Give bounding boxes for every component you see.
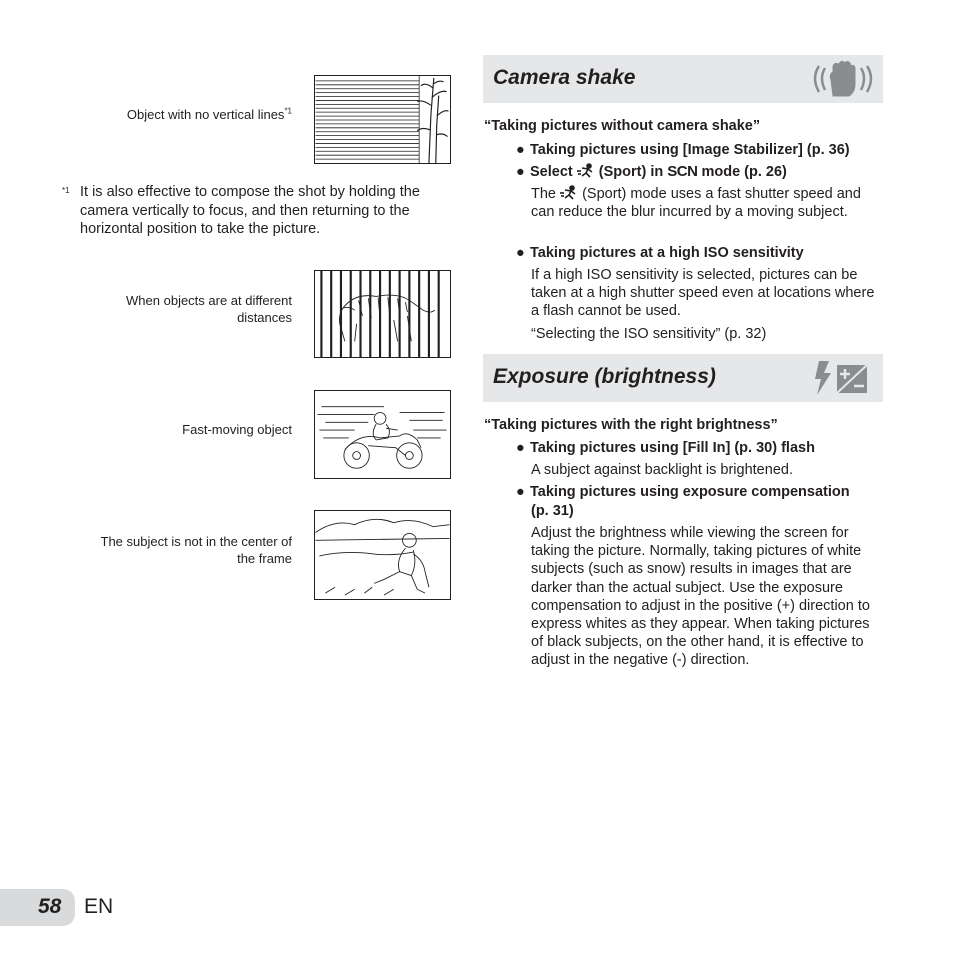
language-label: EN (84, 895, 114, 918)
caption-different-distances (60, 292, 292, 326)
motorcycle-drawing (315, 391, 450, 478)
flash-exposure-icon (809, 359, 875, 397)
caption-fast-moving: Fast-moving object (182, 422, 292, 437)
bullet-dot: ● (516, 440, 525, 456)
caption-not-centered (60, 533, 292, 567)
bullet-text: Taking pictures using [Image Stabilizer] (p. 36) (530, 142, 850, 158)
sport-mode-description (531, 185, 883, 221)
bullet-text-line-1: Taking pictures using exposure compensation (530, 484, 850, 500)
illustration-off-center-subject (314, 510, 451, 600)
bullet-text-line-2: (p. 31) (531, 502, 574, 519)
caption-line-1: When objects are at different (126, 293, 292, 308)
bullet-image-stabilizer (516, 141, 882, 160)
fill-in-description: A subject against backlight is brightened. (531, 462, 793, 478)
caption-text: Object with no vertical lines (126, 107, 285, 122)
tiger-bars-drawing (315, 271, 450, 357)
bullet-text-b: (Sport) in (598, 164, 664, 180)
iso-reference: “Selecting the ISO sensitivity” (p. 32) (531, 326, 767, 342)
bullet-text: Taking pictures at a high ISO sensitivity (530, 245, 804, 261)
illustration-tiger-bars (314, 270, 451, 358)
sport-mode-icon (560, 185, 578, 201)
horizontal-lines-drawing (315, 76, 450, 163)
bullet-dot: ● (516, 484, 525, 500)
bullet-text: Taking pictures using [Fill In] (p. 30) flash (530, 440, 815, 456)
scn-mode-icon: SCN (667, 163, 698, 180)
exposure-compensation-description: Adjust the brightness while viewing the screen for taking the picture. Normally, taking pictures of white subjects (such as snow) results in images that are darker than the actual subject. Use the exposure compensation to adjust in the positive (+) direction to express whites as they appear. When taking pictures of black subjects, on the other hand, it is effective to adjust in the negative (-) direction. (531, 525, 870, 669)
bullet-high-iso (516, 244, 882, 263)
para-text-b: (Sport) mode uses a fast shutter speed and can reduce the blur incurred by a moving subject. (531, 186, 861, 221)
page-number: 58 (38, 895, 62, 918)
section-title: Exposure (brightness) (493, 365, 716, 388)
bullet-dot: ● (516, 142, 525, 158)
footnote-ref: *1 (284, 106, 292, 116)
exposure-header (483, 354, 883, 402)
bullet-exposure-compensation (516, 483, 882, 520)
caption-no-vertical-lines (60, 106, 292, 123)
caption-line-2: the frame (237, 551, 292, 566)
illustration-horizontal-lines (314, 75, 451, 164)
off-center-drawing (315, 511, 450, 599)
hand-shake-icon (809, 60, 875, 98)
footnote-mark: *1 (62, 186, 70, 195)
bullet-fill-in-flash (516, 439, 882, 458)
bullet-text-c: mode (p. 26) (701, 164, 787, 180)
caption-line-2: distances (237, 310, 292, 325)
bullet-dot: ● (516, 245, 525, 261)
footnote-text: It is also effective to compose the shot by holding the camera vertically to focus, and then returning to the horizontal position to take the picture. (80, 184, 420, 237)
bullet-dot: ● (516, 164, 525, 180)
high-iso-description: If a high ISO sensitivity is selected, pictures can be taken at a high shutter speed even at locations where a flash cannot be used. (531, 267, 875, 320)
section-title: Camera shake (493, 66, 636, 89)
exposure-subheading: “Taking pictures with the right brightness” (484, 417, 778, 433)
caption-line-1: The subject is not in the center of (100, 534, 292, 549)
camera-shake-header (483, 55, 883, 103)
sport-mode-icon (577, 163, 595, 179)
footnote (62, 183, 452, 239)
camera-shake-subheading: “Taking pictures without camera shake” (484, 118, 761, 134)
bullet-text-a: Select (530, 164, 573, 180)
para-text-a: The (531, 186, 556, 202)
bullet-select-sport (516, 163, 882, 182)
illustration-motorcycle (314, 390, 451, 479)
